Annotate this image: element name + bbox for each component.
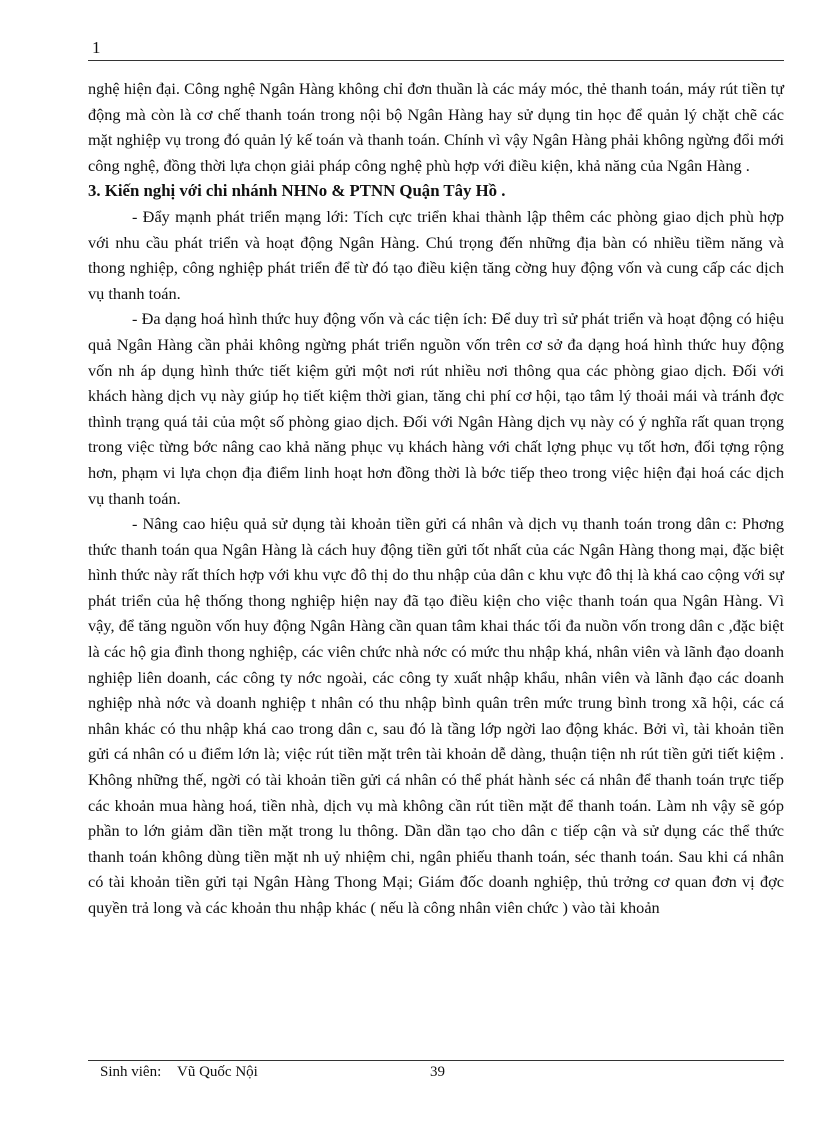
page-footer [100, 1064, 780, 1081]
paragraph-diversify: - Đa dạng hoá hình thức huy động vốn và các tiện ích: Để duy trì sử phát triển và hoạt động có hiệu quả Ngân Hàng cần phải không ngừng phát triển nguồn vốn trên cơ sở đa dạng hoá hình thức huy động vốn nh áp dụng hình thức tiết kiệm gửi một nơi rút nhiều nơi thông qua các phòng giao dịch. Đối với khách hàng dịch vụ này giúp họ tiết kiệm thời gian, tăng chi phí cơ hội, tạo tâm lý thoải mái và tránh đợc thình trạng quá tải của một số phòng giao dịch. Đối với Ngân Hàng dịch vụ này có ý nghĩa rất quan trọng trong việc từng bớc nâng cao khả năng phục vụ khách hàng với chất lợng phục vụ tốt hơn, đối tợng rộng hơn, phạm vi lựa chọn địa điểm linh hoạt hơn đồng thời là bớc tiếp theo trong việc hiện đại hoá các dịch vụ thanh toán. [88, 309, 784, 508]
footer-rule [88, 1060, 784, 1061]
paragraph-accounts: - Nâng cao hiệu quả sử dụng tài khoản tiền gửi cá nhân và dịch vụ thanh toán trong dân c: Phơng thức thanh toán qua Ngân Hàng là cách huy động tiền gửi tốt nhất của các Ngân Hàng thong mại, đặc biệt hình thức này rất thích hợp với khu vực đô thị do thu nhập của dân c khu vực đô thị là khá cao cộng với sự phát triển của hệ thống thong nghiệp hiện nay đã tạo điều kiện cho việc thanh toán qua Ngân Hàng. Vì vậy, để tăng nguồn vốn huy động Ngân Hàng cần quan tâm khai thác tối đa nuồn vốn trong dân c ,đặc biệt là các hộ gia đình thong nghiệp, các viên chức nhà nớc có mức thu nhập khá, nhân viên và lãnh đạo doanh nghiệp liên doanh, các công ty nớc ngoài, các công ty xuất nhập khẩu, nhân viên và lãnh đạo các doanh nghiệp nhà nớc và doanh nghiệp t nhân có thu nhập bình quân trên mức trung bình trong xã hội, các cá nhân khác có thu nhập khá cao trong dân c, sau đó là tầng lớp ngời lao động khác. Bởi vì, tài khoản tiền gửi cá nhân có u điểm lớn là; việc rút tiền mặt trên tài khoản dễ dàng, thuận tiện nh rút tiền gửi tiết kiệm . Không những thế, ngời có tài khoản tiền gửi cá nhân có thể phát hành séc cá nhân để thanh toán trực tiếp các khoản mua hàng hoá, tiền nhà, dịch vụ mà không cần rút tiền mặt để thanh toán. Làm nh vậy sẽ góp phần to lớn giảm dần tiền mặt trong lu thông. Dần dần tạo cho dân c tiếp cận và sử dụng các thể thức thanh toán không dùng tiền mặt nh uỷ nhiệm chi, ngân phiếu thanh toán, séc thanh toán. Sau khi cá nhân có tài khoản tiền gửi tại Ngân Hàng Thong Mại; Giám đốc doanh nghiệp, thủ trởng cơ quan đơn vị đợc quyền trả long và các khoản thu nhập khác ( nếu là công nhân viên chức ) vào tài khoản [88, 514, 784, 917]
paragraph-network: - Đẩy mạnh phát triển mạng lới: Tích cực triển khai thành lập thêm các phòng giao dịch phù hợp với nhu cầu phát triển và hoạt động Ngân Hàng. Chú trọng đến những địa bàn có nhiều tiềm năng và thong nghiệp, công nghiệp phát triển để từ đó tạo điều kiện tăng cờng huy động vốn và cung cấp các dịch vụ thanh toán. [88, 206, 784, 303]
section-heading: 3. Kiến nghị với chi nhánh NHNo & PTNN Quận Tây Hồ . [88, 181, 506, 201]
page-marker: 1 [92, 38, 101, 57]
footer-student-name: Vũ Quốc Nội [177, 1064, 258, 1080]
header-rule [88, 60, 784, 61]
footer-page-number: 39 [430, 1064, 445, 1080]
footer-label: Sinh viên: [100, 1064, 162, 1080]
document-body [88, 76, 784, 921]
paragraph-intro: nghệ hiện đại. Công nghệ Ngân Hàng không chỉ đơn thuần là các máy móc, thẻ thanh toán, máy rút tiền tự động mà còn là cơ chế thanh toán trong nội bộ Ngân Hàng hay sử dụng tin học để quản lý chặt chẽ các mặt nghiệp vụ trong đó quản lý kế toán và thanh toán. Chính vì vậy Ngân Hàng phải không ngừng đổi mới công nghệ, đồng thời lựa chọn giải pháp công nghệ phù hợp với điều kiện, khả năng của Ngân Hàng . [88, 79, 784, 175]
